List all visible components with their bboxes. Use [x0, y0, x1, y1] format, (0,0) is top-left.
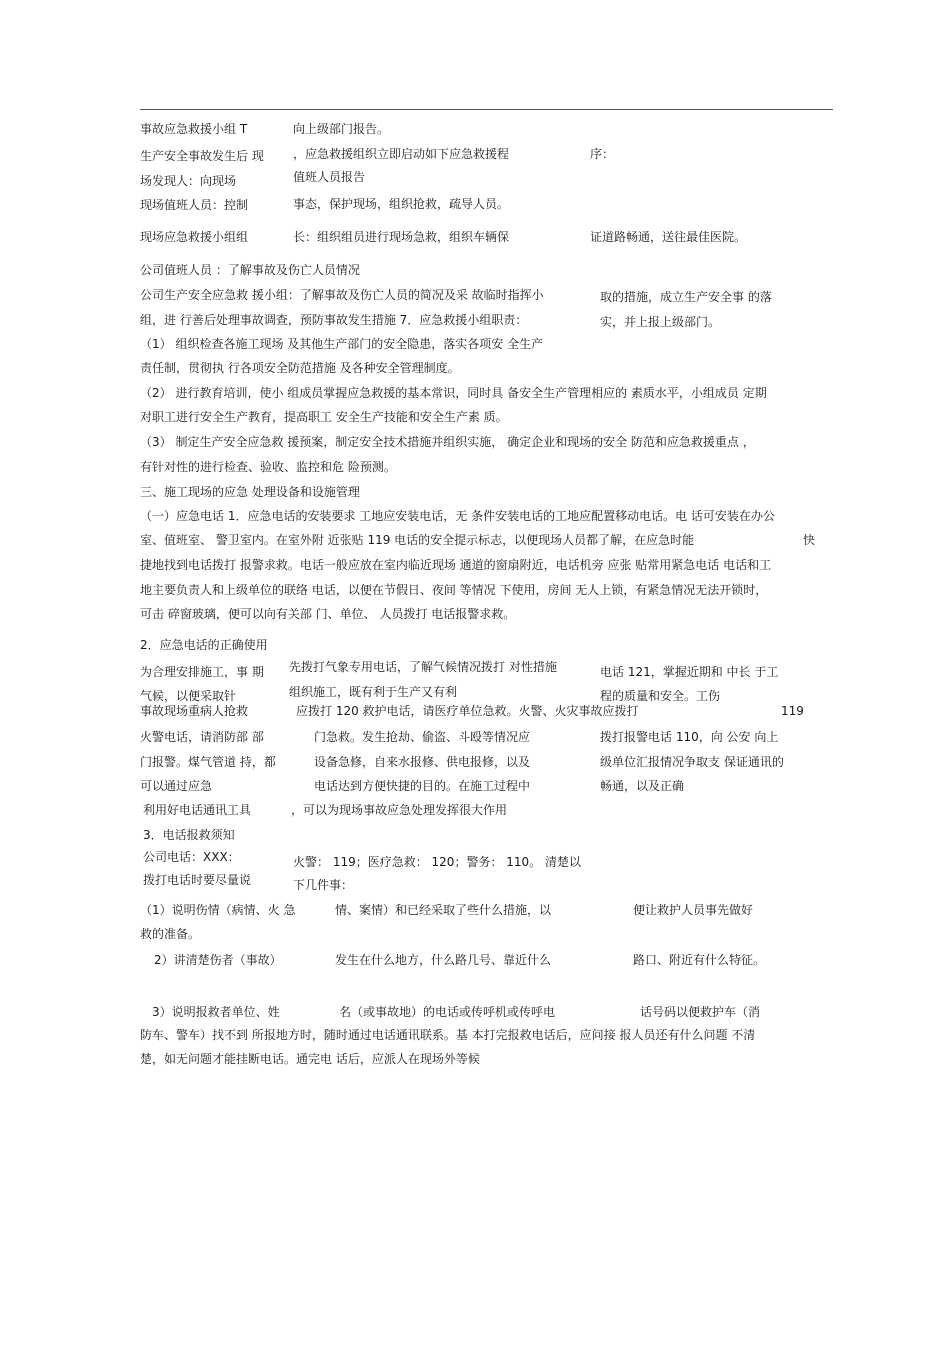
text-line: 公司电话：XXX：	[143, 850, 240, 864]
text-line: 为合理安排施工，事 期	[140, 665, 264, 679]
text-line: 快	[803, 533, 816, 547]
text-line: （1） 组织检查各施工现场 及其他生产部门的安全隐患，落实各项安 全生产	[140, 337, 544, 351]
section-heading: 三、施工现场的应急 处理设备和设施管理	[140, 485, 360, 499]
text-line: 救的准备。	[140, 927, 201, 941]
text-line: （1）说明伤情（病情、火 急	[140, 903, 296, 917]
text-line: ，可以为现场事故应急处理发挥很大作用	[291, 803, 508, 817]
text-line: 地主要负责人和上级单位的联络 电话，以便在节假日、夜间 等情况 下使用，房间 无人上锁，有紧急情况无法开锁时，	[140, 583, 768, 597]
text-line: 2）讲清楚伤者（事故）	[154, 953, 282, 967]
text-line: 设备急修，自来水报修、供电报修，以及	[314, 755, 531, 769]
text-line: 先拨打气象专用电话，了解气候情况拨打 对性措施	[289, 660, 557, 674]
text-line: 可以通过应急	[140, 779, 213, 793]
text-line: 3）说明报救者单位、姓	[152, 1005, 280, 1019]
text-line: 事故应急救援小组 T	[140, 122, 248, 136]
text-line: 畅通，以及正确	[600, 779, 685, 793]
text-line: 名（或事故地）的电话或传呼机或传呼电	[339, 1005, 556, 1019]
text-line: 电话达到方便快捷的目的。在施工过程中	[314, 779, 531, 793]
text-line: 防车、警车）找不到 所报地方时，随时通过电话通讯联系。基 本打完报救电话后，应问接 报人员还有什么问题 不清	[140, 1028, 756, 1042]
text-line: 火警： 119；医疗急救： 120；警务： 110。 清楚以	[293, 855, 581, 869]
text-line: 序：	[590, 147, 615, 161]
text-line: 生产安全事故发生后 现	[140, 149, 264, 163]
section-heading: 3．电话报救须知	[143, 828, 235, 842]
text-line: 拨打电话时要尽量说	[143, 873, 252, 887]
text-line: 发生在什么地方，什么路几号、靠近什么	[335, 953, 552, 967]
text-line: 气候，以便采取针	[140, 689, 237, 703]
header-rule	[140, 109, 833, 110]
text-line: 公司值班人员 ：了解事故及伤亡人员情况	[140, 263, 360, 277]
text-line: 门报警。煤气管道 持，都	[140, 755, 276, 769]
text-line: 室、值班室、 警卫室内。在室外附 近张贴 119 电话的安全提示标志，以便现场人员都了解，在应急时能	[140, 533, 695, 547]
text-line: （3） 制定生产安全应急救 援预案，制定安全技术措施并组织实施， 确定企业和现场的安全 防范和应急救援重点 ，	[140, 435, 755, 449]
text-line: 119	[781, 704, 804, 718]
text-line: 取的措施，成立生产安全事 的落	[600, 290, 772, 304]
text-line: 事故现场重病人抢救	[140, 704, 249, 718]
text-line: 利用好电话通讯工具	[143, 803, 252, 817]
text-line: 电话 121，掌握近期和 中长 于工	[600, 665, 779, 679]
text-line: 事态，保护现场，组织抢救，疏导人员。	[293, 197, 510, 211]
text-line: 值班人员报告	[293, 170, 366, 184]
text-line: 组，进 行善后处理事故调查，预防事故发生措施 7．应急救援小组职责：	[140, 313, 528, 327]
text-line: 火警电话，请消防部 部	[140, 730, 264, 744]
text-line: 情、案情）和已经采取了些什么措施，以	[335, 903, 552, 917]
text-line: 捷地找到电话拨打 报警求救。电话一般应放在室内临近现场 通道的窗扇附近，电话机旁 应张 贴常用紧急电话 电话和工	[140, 558, 772, 572]
text-line: 便让救护人员事先做好	[633, 903, 754, 917]
text-line: ，应急救援组织立即启动如下应急救援程	[293, 147, 510, 161]
text-line: 向上级部门报告。	[293, 122, 390, 136]
text-line: 长：组织组员进行现场急救，组织车辆保	[293, 230, 510, 244]
text-line: 现场值班人员：控制	[140, 198, 249, 212]
text-line: 可击 碎窗玻璃，便可以向有关部 门、单位、 人员拨打 电话报警求救。	[140, 607, 516, 621]
text-line: （一）应急电话 1．应急电话的安装要求 工地应安装电话，无 条件安装电话的工地应配置移动电话。电 话可安装在办公	[140, 509, 775, 523]
text-line: 级单位汇报情况争取支 保证通讯的	[600, 755, 784, 769]
text-line: 有针对性的进行检查、验收、监控和危 险预测。	[140, 460, 396, 474]
text-line: 场发现人：向现场	[140, 174, 237, 188]
text-line: 应拨打 120 救护电话，请医疗单位急救。火警、火灾事故应拨打	[296, 704, 639, 718]
text-line: 对职工进行安全生产教育，提高职工 安全生产技能和安全生产素 质。	[140, 410, 508, 424]
text-line: 程的质量和安全。工伤	[600, 689, 721, 703]
text-line: 公司生产安全应急救 援小组：了解事故及伤亡人员的简况及采 故临时指挥小	[140, 288, 544, 302]
text-line: 证道路畅通，送往最佳医院。	[590, 230, 747, 244]
text-line: 路口、附近有什么特征。	[633, 953, 766, 967]
text-line: 下几件事：	[293, 878, 354, 892]
text-line: （2） 进行教育培训，使小 组成员掌握应急救援的基本常识，同时具 备安全生产管理相应的 素质水平，小组成员 定期	[140, 386, 767, 400]
text-line: 实，并上报上级部门。	[600, 315, 721, 329]
text-line: 话号码以便救护车（消	[640, 1005, 761, 1019]
text-line: 组织施工，既有利于生产又有利	[289, 685, 458, 699]
section-heading: 2．应急电话的正确使用	[140, 638, 268, 652]
text-line: 责任制，贯彻执 行各项安全防范措施 及各种安全管理制度。	[140, 361, 460, 375]
text-line: 门急救。发生抢劫、偷盗、斗殴等情况应	[314, 730, 531, 744]
text-line: 楚，如无问题才能挂断电话。通完电 话后，应派人在现场外等候	[140, 1052, 480, 1066]
text-line: 现场应急救援小组组	[140, 230, 249, 244]
text-line: 拨打报警电话 110，向 公安 向上	[600, 730, 779, 744]
